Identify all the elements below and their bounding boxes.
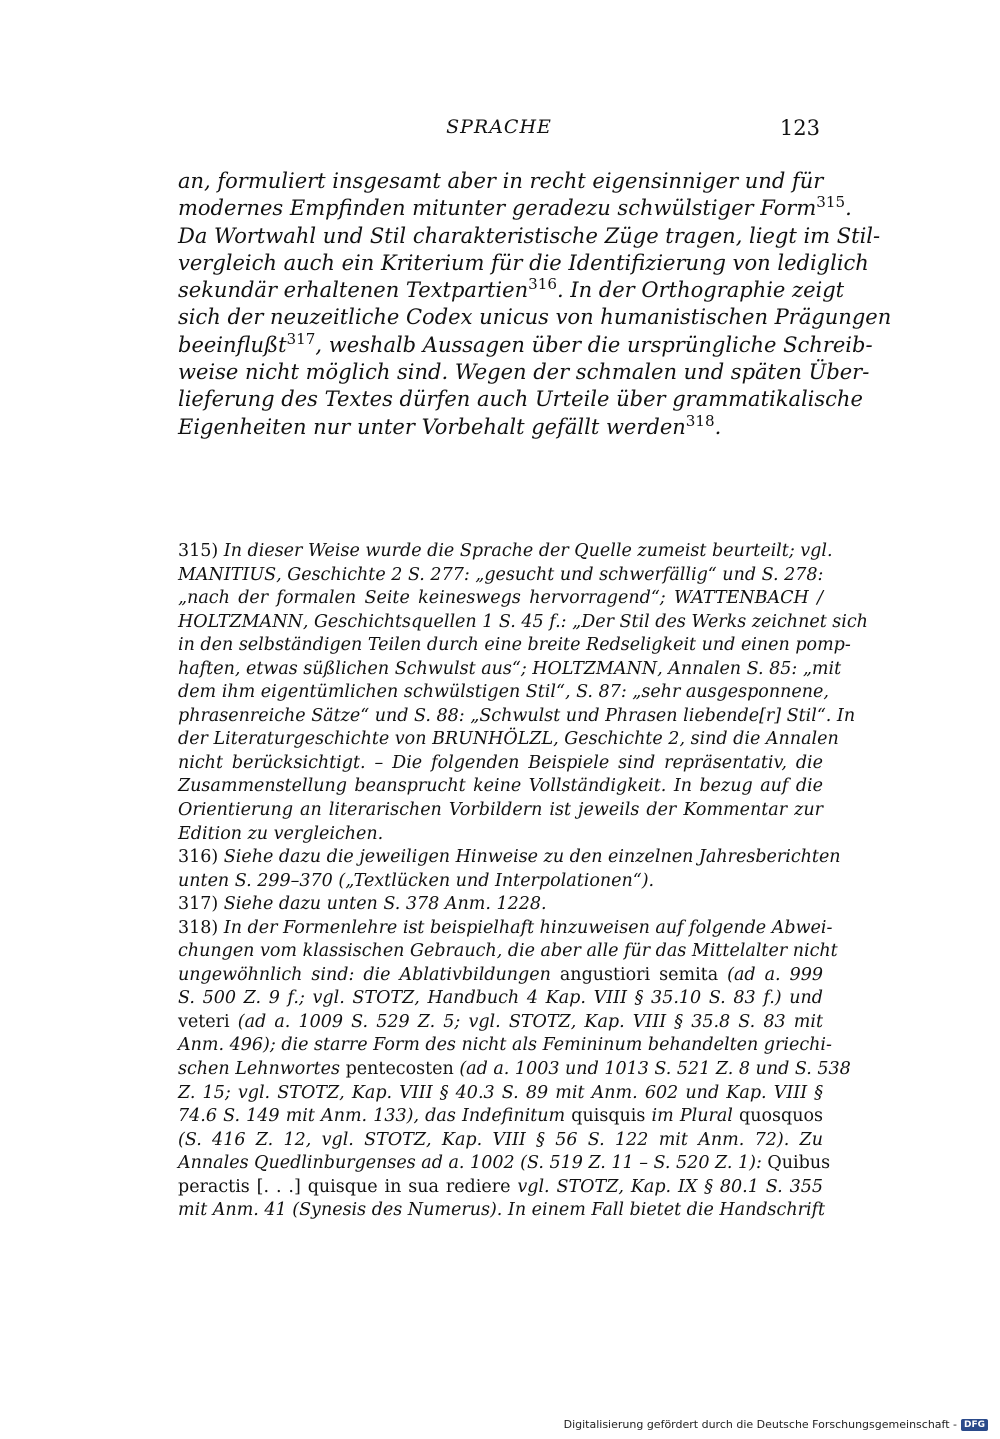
footnote-line: HOLTZMANN, Geschichtsquellen 1 S. 45 f.: „Der Stil des Werks zeichnet sich (178, 611, 868, 632)
credit-text: Digitalisierung gefördert durch die Deutsche Forschungsgemeinschaft - (563, 1418, 957, 1431)
footnote-line: peractis [. . .] quisque in sua rediere vgl. STOTZ, Kap. IX § 80.1 S. 355 (178, 1176, 824, 1197)
footnote-line: nicht berücksichtigt. – Die folgenden Beispiele sind repräsentativ, die (178, 752, 823, 773)
footnote-315: 315) In dieser Weise wurde die Sprache der Quelle zumeist beurteilt; vgl. (178, 541, 833, 561)
body-line: an, formuliert insgesamt aber in recht eigensinniger und für (178, 169, 824, 193)
body-line: vergleich auch ein Kriterium für die Identifizierung von lediglich (178, 250, 869, 275)
footnote-line: phrasenreiche Sätze“ und S. 88: „Schwulst und Phrasen liebende[r] Stil“. In (178, 705, 856, 726)
dfg-logo-icon: DFG (961, 1419, 988, 1431)
main-paragraph (178, 168, 892, 441)
running-title: SPRACHE (446, 116, 552, 138)
footnote-ref-315[interactable]: 315 (816, 193, 846, 212)
footnote-line: Orientierung an literarischen Vorbildern ist jeweils der Kommentar zur (178, 800, 823, 821)
footnote-line: (S. 416 Z. 12, vgl. STOTZ, Kap. VIII § 56 S. 122 mit Anm. 72). Zu (178, 1129, 823, 1150)
footnote-line: veteri (ad a. 1009 S. 529 Z. 5; vgl. STOTZ, Kap. VIII § 35.8 S. 83 mit (178, 1011, 823, 1032)
footnote-line: dem ihm eigentümlichen schwülstigen Stil“, S. 87: „sehr ausgesponnene, (178, 682, 829, 703)
footnote-line: Z. 15; vgl. STOTZ, Kap. VIII § 40.3 S. 89 mit Anm. 602 und Kap. VIII § (178, 1082, 824, 1103)
footnote-line: mit Anm. 41 (Synesis des Numerus). In einem Fall bietet die Handschrift (178, 1200, 826, 1221)
footnotes (178, 540, 868, 1223)
footnote-ref-318[interactable]: 318 (685, 411, 715, 430)
body-line: sich der neuzeitliche Codex unicus von humanistischen Prägungen (178, 305, 892, 330)
page-header (178, 116, 820, 146)
footnote-line: Zusammenstellung beansprucht keine Vollständigkeit. In bezug auf die (178, 776, 823, 797)
footnote-line: S. 500 Z. 9 f.; vgl. STOTZ, Handbuch 4 Kap. VIII § 35.10 S. 83 f.) und (178, 988, 823, 1009)
footnote-line: in den selbständigen Teilen durch eine breite Redseligkeit und einen pomp- (178, 635, 851, 656)
body-line: weise nicht möglich sind. Wegen der schmalen und späten Über- (178, 360, 870, 385)
body-line: Da Wortwahl und Stil charakteristische Züge tragen, liegt im Stil- (178, 223, 881, 248)
digitization-credit (564, 1418, 988, 1431)
body-line: lieferung des Textes dürfen auch Urteile über grammatikalische (178, 387, 863, 412)
footnote-line: unten S. 299–370 („Textlücken und Interpolationen“). (178, 870, 655, 891)
footnote-line: ungewöhnlich sind: die Ablativbildungen angustiori semita (ad a. 999 (178, 964, 823, 985)
footnote-317: 317) Siehe dazu unten S. 378 Anm. 1228. (178, 894, 547, 915)
footnote-ref-316[interactable]: 316 (528, 275, 557, 294)
page-number: 123 (779, 116, 820, 140)
footnote-line: haften, etwas süßlichen Schwulst aus“; HOLTZMANN, Annalen S. 85: „mit (178, 658, 842, 679)
body-line: sekundär erhaltenen Textpartien$^{316}$. In der Orthographie zeigt (178, 275, 845, 303)
footnote-318: 318) In der Formenlehre ist beispielhaft hinzuweisen auf folgende Abwei- (178, 917, 833, 938)
footnote-line: chungen vom klassischen Gebrauch, die aber alle für das Mittelalter nicht (178, 941, 838, 962)
footnote-line: Anm. 496); die starre Form des nicht als Femininum behandelten griechi- (178, 1035, 832, 1056)
footnote-line: „nach der formalen Seite keineswegs hervorragend“; WATTENBACH / (178, 588, 823, 609)
footnote-line: 74.6 S. 149 mit Anm. 133), das Indefinitum quisquis im Plural quosquos (178, 1106, 823, 1127)
body-line: Eigenheiten nur unter Vorbehalt gefällt werden$^{318}$. (178, 411, 722, 439)
body-line: beeinflußt$^{317}$, weshalb Aussagen über die ursprüngliche Schreib- (178, 329, 873, 357)
footnote-line: schen Lehnwortes pentecosten (ad a. 1003 und 1013 S. 521 Z. 8 und S. 538 (178, 1059, 851, 1080)
footnote-line: MANITIUS, Geschichte 2 S. 277: „gesucht und schwerfällig“ und S. 278: (178, 564, 824, 585)
footnote-ref-317[interactable]: 317 (286, 329, 316, 348)
footnote-line: Edition zu vergleichen. (178, 823, 384, 844)
body-line: modernes Empfinden mitunter geradezu schwülstiger Form$^{315}$. (178, 193, 852, 221)
footnote-line: Annales Quedlinburgenses ad a. 1002 (S. 519 Z. 11 – S. 520 Z. 1): Quibus (178, 1153, 831, 1174)
footnote-line: der Literaturgeschichte von BRUNHÖLZL, Geschichte 2, sind die Annalen (178, 729, 839, 750)
footnote-316: 316) Siehe dazu die jeweiligen Hinweise zu den einzelnen Jahresberichten (178, 847, 841, 868)
